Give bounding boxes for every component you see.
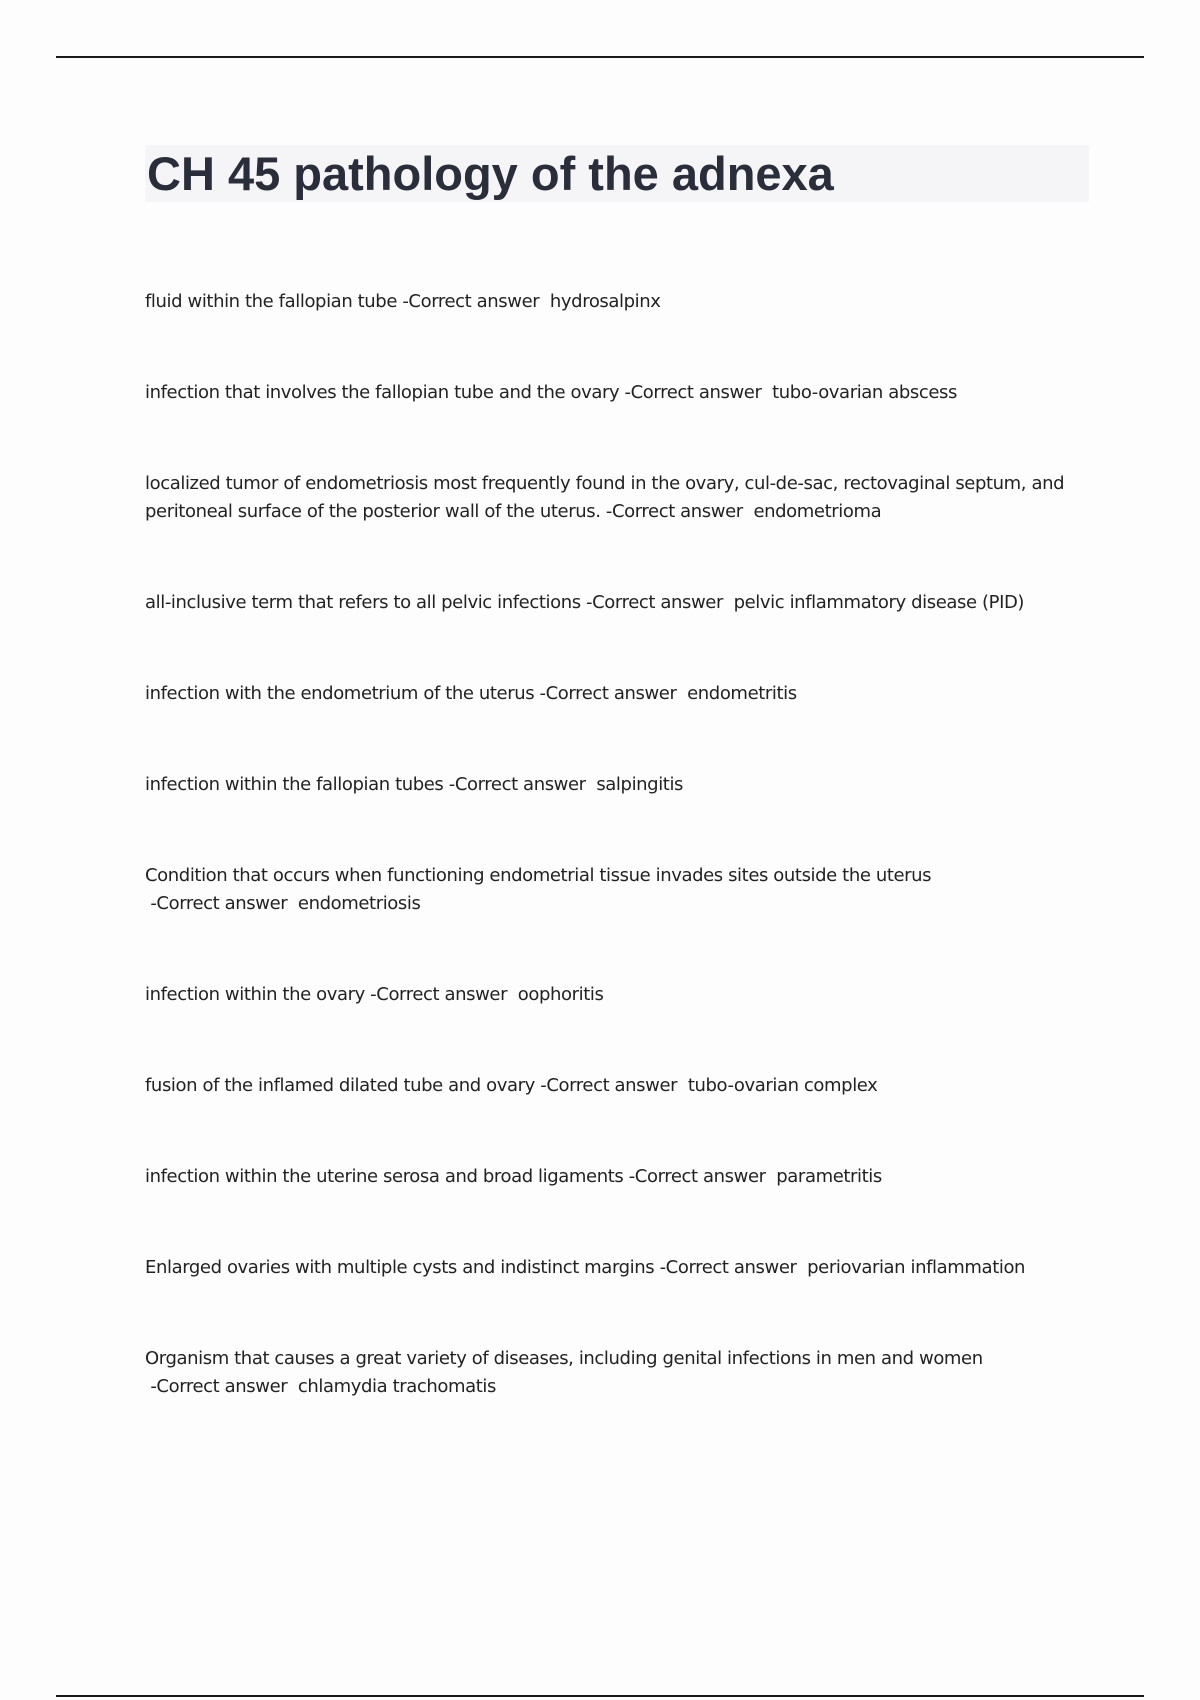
answer-text: chlamydia trachomatis	[297, 1376, 497, 1397]
qa-item	[145, 1072, 1089, 1163]
answer-text: tubo-ovarian abscess	[772, 382, 958, 403]
qa-item	[145, 379, 1089, 470]
question-text: fusion of the inflamed dilated tube and ovary	[145, 1075, 535, 1096]
question-text: Organism that causes a great variety of diseases, including genital infections in men and women	[145, 1348, 983, 1369]
answer-text: periovarian inflammation	[807, 1257, 1026, 1278]
question-text: fluid within the fallopian tube	[145, 291, 398, 312]
answer-text: hydrosalpinx	[549, 291, 661, 312]
qa-item	[145, 771, 1089, 862]
question-text: Enlarged ovaries with multiple cysts and indistinct margins	[145, 1257, 655, 1278]
title-banner	[145, 145, 1089, 202]
qa-item	[145, 680, 1089, 771]
qa-item	[145, 288, 1089, 379]
answer-separator: -Correct answer	[534, 1075, 688, 1096]
top-divider	[56, 56, 1144, 58]
answer-text: oophoritis	[517, 984, 604, 1005]
answer-separator: -Correct answer	[145, 1376, 298, 1397]
answer-separator: -Correct answer	[580, 592, 734, 613]
qa-item	[145, 1163, 1089, 1254]
question-text: infection within the uterine serosa and broad ligaments	[145, 1166, 624, 1187]
question-text: all-inclusive term that refers to all pelvic infections	[145, 592, 581, 613]
answer-separator: -Correct answer	[623, 1166, 777, 1187]
question-text: infection that involves the fallopian tube and the ovary	[145, 382, 620, 403]
qa-item	[145, 470, 1089, 589]
answer-text: tubo-ovarian complex	[687, 1075, 878, 1096]
answer-separator: -Correct answer	[364, 984, 518, 1005]
qa-item	[145, 1254, 1089, 1345]
question-text: infection within the fallopian tubes	[145, 774, 444, 795]
question-text: localized tumor of endometriosis most frequently found in the ovary, cul-de-sac, rectovaginal septum, and peritoneal surface of the posterior wall of the uterus.	[145, 473, 1065, 522]
answer-separator: -Correct answer	[600, 501, 754, 522]
answer-separator: -Correct answer	[145, 893, 298, 914]
question-text: infection within the ovary	[145, 984, 365, 1005]
qa-list	[145, 288, 1089, 1464]
question-text: Condition that occurs when functioning endometrial tissue invades sites outside the uterus	[145, 865, 932, 886]
answer-separator: -Correct answer	[443, 774, 597, 795]
answer-text: pelvic inflammatory disease (PID)	[733, 592, 1025, 613]
page-title: CH 45 pathology of the adnexa	[147, 147, 834, 200]
question-text: infection with the endometrium of the uterus	[145, 683, 535, 704]
answer-separator: -Correct answer	[654, 1257, 808, 1278]
bottom-divider	[56, 1695, 1144, 1697]
answer-text: endometritis	[687, 683, 797, 704]
answer-separator: -Correct answer	[619, 382, 773, 403]
answer-separator: -Correct answer	[534, 683, 688, 704]
qa-item	[145, 1345, 1089, 1464]
qa-item	[145, 589, 1089, 680]
qa-item	[145, 981, 1089, 1072]
qa-item	[145, 862, 1089, 981]
answer-separator: -Correct answer	[397, 291, 550, 312]
answer-text: endometriosis	[297, 893, 421, 914]
answer-text: salpingitis	[596, 774, 684, 795]
answer-text: parametritis	[776, 1166, 882, 1187]
answer-text: endometrioma	[753, 501, 882, 522]
